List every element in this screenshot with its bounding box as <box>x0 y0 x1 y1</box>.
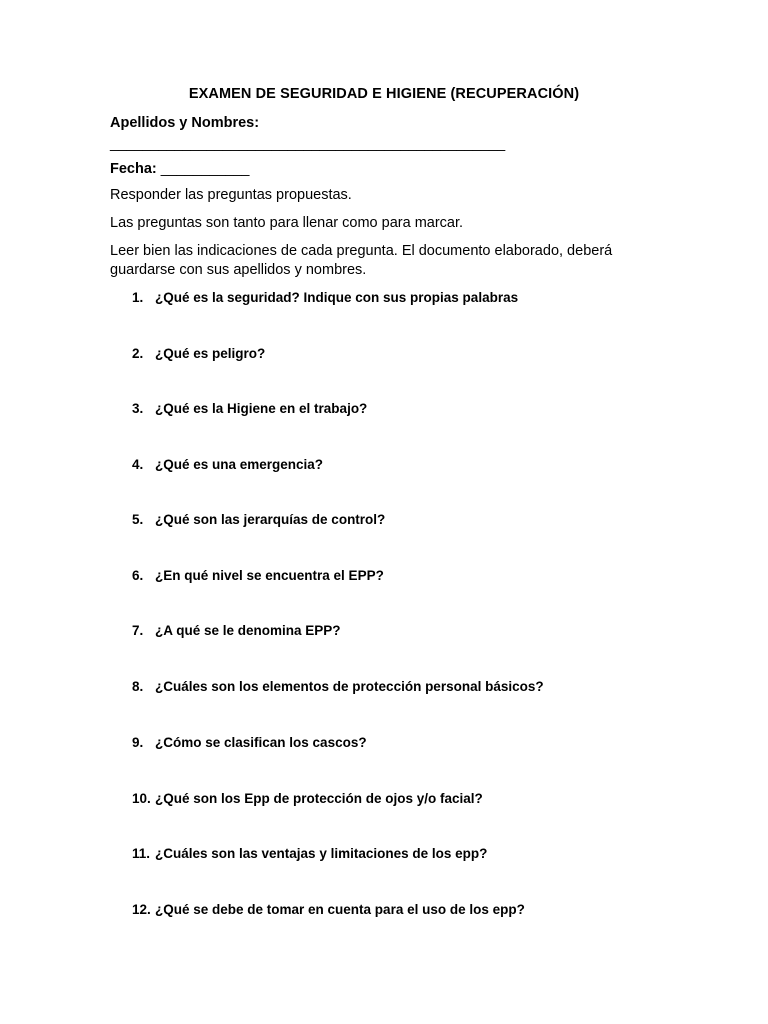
instruction-text: Responder las preguntas propuestas. <box>110 187 352 203</box>
instruction-text: Leer bien las indicaciones de cada pregunta. El documento elaborado, deberá guardarse con sus apellidos y nombres. <box>110 243 613 278</box>
question-number: 4. <box>132 457 144 472</box>
question-item <box>132 623 341 638</box>
question-text: ¿Qué son los Epp de protección de ojos y/o facial? <box>155 791 483 806</box>
date-label: Fecha: <box>110 161 157 177</box>
question-text: ¿Qué es la Higiene en el trabajo? <box>155 401 368 416</box>
question-number: 3. <box>132 401 144 416</box>
question-text: ¿Qué es peligro? <box>155 346 266 361</box>
question-item <box>132 735 367 750</box>
question-text: ¿Qué es una emergencia? <box>155 457 324 472</box>
question-item <box>132 568 384 583</box>
question-text: ¿Qué son las jerarquías de control? <box>155 512 386 527</box>
question-number: 10. <box>132 791 151 806</box>
date-field-line[interactable]: ___________ <box>160 161 250 177</box>
question-item <box>132 457 323 472</box>
name-field-line[interactable]: _________________________________________________ <box>110 136 506 152</box>
question-item <box>132 290 518 305</box>
name-label: Apellidos y Nombres: <box>110 115 260 131</box>
question-number: 11. <box>132 846 151 861</box>
question-item <box>132 512 385 527</box>
question-text: ¿Cuáles son las ventajas y limitaciones de los epp? <box>155 846 488 861</box>
instruction-text: Las preguntas son tanto para llenar como para marcar. <box>110 215 464 231</box>
question-number: 12. <box>132 902 151 917</box>
question-item <box>132 401 367 416</box>
question-number: 9. <box>132 735 144 750</box>
question-number: 6. <box>132 568 144 583</box>
document-title: EXAMEN DE SEGURIDAD E HIGIENE (RECUPERACIÓN) <box>188 86 580 102</box>
question-number: 7. <box>132 623 144 638</box>
question-item <box>132 902 525 917</box>
question-item <box>132 679 544 694</box>
question-text: ¿A qué se le denomina EPP? <box>155 623 341 638</box>
date-row <box>110 161 250 177</box>
question-number: 8. <box>132 679 144 694</box>
question-item <box>132 846 487 861</box>
question-item <box>132 791 483 806</box>
question-number: 2. <box>132 346 144 361</box>
question-text: ¿Qué es la seguridad? Indique con sus propias palabras <box>155 290 519 305</box>
question-number: 5. <box>132 512 144 527</box>
question-item <box>132 346 265 361</box>
question-text: ¿Cómo se clasifican los cascos? <box>155 735 367 750</box>
question-text: ¿En qué nivel se encuentra el EPP? <box>155 568 384 583</box>
question-text: ¿Qué se debe de tomar en cuenta para el uso de los epp? <box>155 902 525 917</box>
question-text: ¿Cuáles son los elementos de protección personal básicos? <box>155 679 544 694</box>
question-number: 1. <box>132 290 144 305</box>
